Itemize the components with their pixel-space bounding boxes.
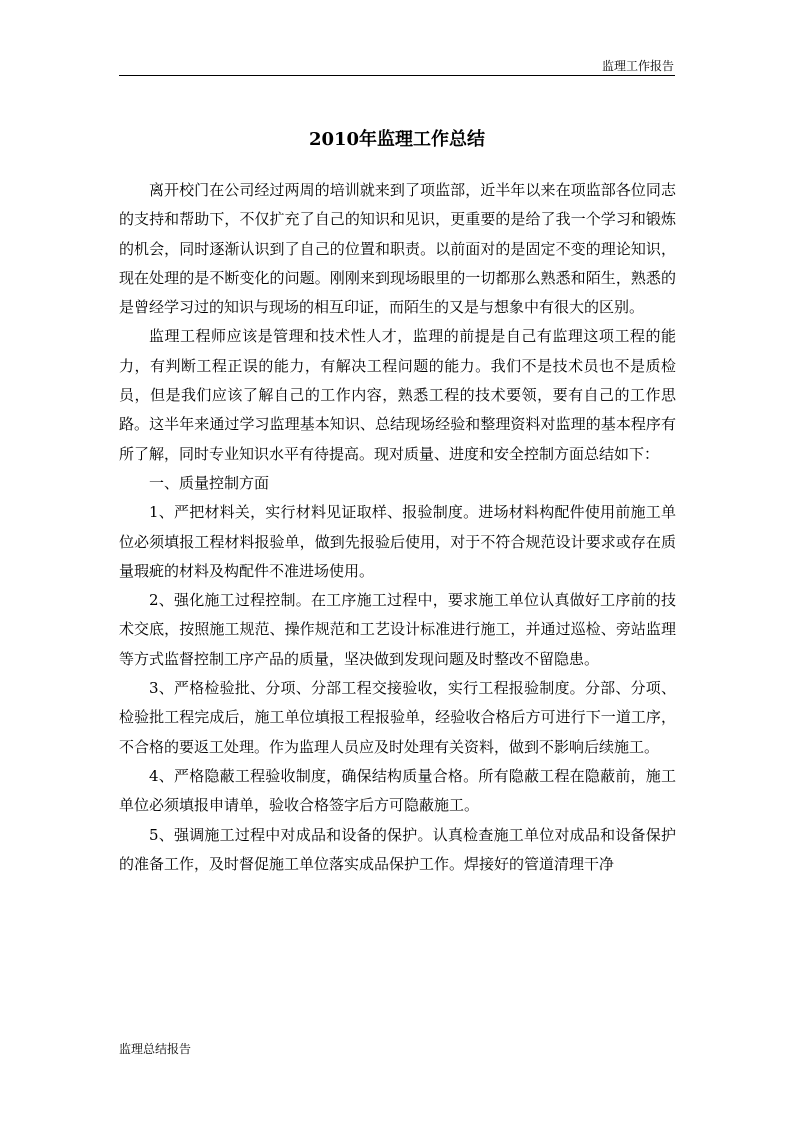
running-footer: 监理总结报告	[119, 1042, 192, 1056]
paragraph-item-4: 4、严格隐蔽工程验收制度，确保结构质量合格。所有隐蔽工程在隐蔽前，施工单位必须填报申请单，验收合格签字后方可隐蔽施工。	[119, 766, 676, 815]
running-header: 监理工作报告	[601, 59, 674, 73]
paragraph-item-5: 5、强调施工过程中对成品和设备的保护。认真检查施工单位对成品和设备保护的准备工作，及时督促施工单位落实成品保护工作。焊接好的管道清理干净	[119, 825, 676, 873]
header-divider	[119, 75, 675, 76]
paragraph-role: 监理工程师应该是管理和技术性人才，监理的前提是自己有监理这项工程的能力，有判断工程正误的能力，有解决工程问题的能力。我们不是技术员也不是质检员，但是我们应该了解自己的工作内容，熟悉工程的技术要领，要有自己的工作思路。这半年来通过学习监理基本知识、总结现场经验和整理资料对监理的基本程序有所了解，同时专业知识水平有待提高。现对质量、进度和安全控制方面总结如下：	[119, 327, 676, 463]
paragraph-item-2: 2、强化施工过程控制。在工序施工过程中，要求施工单位认真做好工序前的技术交底，按照施工规范、操作规范和工艺设计标准进行施工，并通过巡检、旁站监理等方式监督控制工序产品的质量，坚决做到发现问题及时整改不留隐患。	[119, 591, 676, 668]
paragraph-item-3: 3、严格检验批、分项、分部工程交接验收，实行工程报验制度。分部、分项、检验批工程完成后，施工单位填报工程报验单，经验收合格后方可进行下一道工序，不合格的要返工处理。作为监理人员应及时处理有关资料，做到不影响后续施工。	[119, 679, 676, 756]
document-title: 2010年监理工作总结	[308, 129, 486, 150]
section-heading-quality: 一、质量控制方面	[149, 473, 270, 492]
document-body	[119, 176, 676, 879]
paragraph-item-1: 1、严把材料关，实行材料见证取样、报验制度。进场材料构配件使用前施工单位必须填报工程材料报验单，做到先报验后使用，对于不符合规范设计要求或存在质量瑕疵的材料及构配件不准进场使用。	[119, 503, 676, 580]
paragraph-intro: 离开校门在公司经过两周的培训就来到了项监部，近半年以来在项监部各位同志的支持和帮助下，不仅扩充了自己的知识和见识，更重要的是给了我一个学习和锻炼的机会，同时逐渐认识到了自己的位置和职责。以前面对的是固定不变的理论知识，现在处理的是不断变化的问题。刚刚来到现场眼里的一切都那么熟悉和陌生，熟悉的是曾经学习过的知识与现场的相互印证，而陌生的又是与想象中有很大的区别。	[119, 181, 676, 317]
